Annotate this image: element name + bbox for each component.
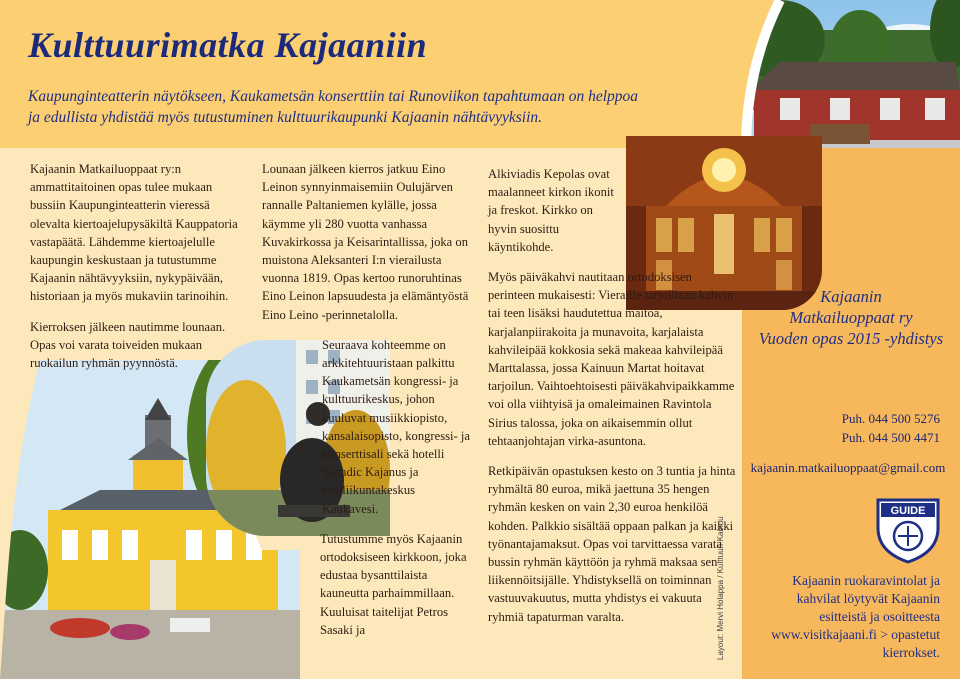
tour-column — [262, 160, 472, 651]
intro-paragraph: Kajaanin Matkailuoppaat ry:n ammattitaitoinen opas tulee mukaan bussiin Kaupunginteatterin vieressä olevalta kiertoajelupysäkiltä Kauppatoria vastapäätä. Lähdemme kiertoajelulle kaupungin keskustaan ja tutustumme Kajaanin nähtävyyksiin, nykypäivään, historiaan ja myös mukaviin tarinoihin. — [30, 162, 238, 304]
info-line-5: kierrokset. — [882, 645, 940, 660]
layout-credit-text: Layout: Mervi Holappa / Kulttuuri-Kainuu — [716, 516, 725, 660]
coffee-paragraph: Myös päiväkahvi nautitaan ortodoksisen perinteen mukaisesti: Vieraille tarjoillaan kahvin tai teen lisäksi haudutettua maitoa, karjalanpiirakoita ja munavoita, karjalaista kahvileipää kokkosia sekä makeaa kahvileipää Marttalassa, jossa Kainuun Martat hoitavat tarjoilun. Vaihtoehtoisesti päiväkahvipaikkamme voi olla viihtyisä ja omaleimainen Ravintola Sirius talossa, joka on aikaisemmin ollut tehtaanjohtajan virka-asuntona. — [488, 270, 735, 448]
page-title: Kulttuurimatka Kajaaniin — [28, 25, 428, 65]
email-link[interactable]: kajaanin.matkailuoppaat@gmail.com — [750, 460, 946, 475]
kaukametsa-paragraph: Seuraava kohteemme on arkkitehtuuristaan palkittu Kaukametsän kongressi- ja kulttuurikeskus, johon kuuluvat musiikkiopisto, kansalaisopisto, kongressi- ja konserttisali sekä hotelli Scandic Kajanus ja vesiliikuntakeskus Kaukavesi. — [322, 337, 470, 516]
layout-credit — [716, 480, 738, 660]
org-line-2: Matkailuoppaat ry — [789, 308, 913, 327]
pricing-paragraph: Retkipäivän opastuksen kesto on 3 tuntia ja hinta ryhmältä 80 euroa, mikä jaettuna 35 hengen ryhmän kesken on vain 2,30 euroa henkilöä kohden. Palkkio sisältää oppaan palkan ja kaikki työnantajamaksut. Opas voi tarvittaessa varata bussin ryhmän käyttöön ja ryhmä maksaa sen liikennöitsijälle. Yhdistyksellä on toiminnan vastuuvakuutus, mutta yhdistys ei vakuuta ryhmiä tapaturman varalta. — [488, 464, 736, 624]
intro-column — [30, 160, 242, 384]
phone-numbers — [830, 409, 940, 447]
phone-1: Puh. 044 500 5276 — [841, 411, 940, 426]
subtitle-line-2: ja edullista yhdistää myös tutustuminen kulttuurikaupunki Kajaanin nähtävyyksiin. — [28, 109, 543, 126]
org-line-3: Vuoden opas 2015 -yhdistys — [758, 329, 944, 348]
iconography-paragraph: Alkiviadis Kepolas ovat maalanneet kirkon ikonit ja freskot. Kirkko on hyvin suosittu käyntikohde. — [488, 167, 614, 254]
page-subtitle — [28, 86, 728, 128]
info-line-2: kahvilat löytyvät Kajaanin — [796, 591, 940, 606]
phone-2: Puh. 044 500 4471 — [841, 430, 940, 445]
guide-logo — [872, 492, 944, 564]
org-line-1: Kajaanin — [820, 287, 882, 306]
church-paragraph: Tutustumme myös Kajaanin ortodoksiseen kirkkoon, joka edustaa bysanttilaista kauneutta parhaimmillaan. Kuuluisat taitelijat Petros Sasaki ja — [320, 531, 467, 637]
info-line-1: Kajaanin ruokaravintolat ja — [792, 573, 940, 588]
coffee-column — [488, 165, 738, 638]
organization-name — [742, 286, 960, 349]
paltaniemi-paragraph: Lounaan jälkeen kierros jatkuu Eino Leinon synnyinmaisemiin Oulujärven rannalle Paltaniemen kylälle, jossa käymme yli 280 vuotta vanhassa Kuvakirkossa ja Keisarintallissa, joka on muistona Aleksanteri I:n vierailusta vuonna 1819. Opas kertoo runoruhtinas Eino Leinon lapsuudesta ja elämäntyöstä Eino Leino -perinnetalolla. — [262, 162, 469, 322]
website-link[interactable]: www.visitkajaani.fi > opastetut — [771, 627, 940, 642]
restaurants-info — [742, 572, 940, 662]
info-line-3: esitteistä ja osoitteesta — [819, 609, 940, 624]
subtitle-line-1: Kaupunginteatterin näytökseen, Kaukametsän konserttiin tai Runoviikon tapahtumaan on helppoa — [28, 88, 639, 105]
lunch-paragraph: Kierroksen jälkeen nautimme lounaan. Opas voi varata toiveiden mukaan ruokailun ryhmän pyynnöstä. — [30, 319, 226, 371]
guide-logo-text: GUIDE — [890, 505, 926, 517]
